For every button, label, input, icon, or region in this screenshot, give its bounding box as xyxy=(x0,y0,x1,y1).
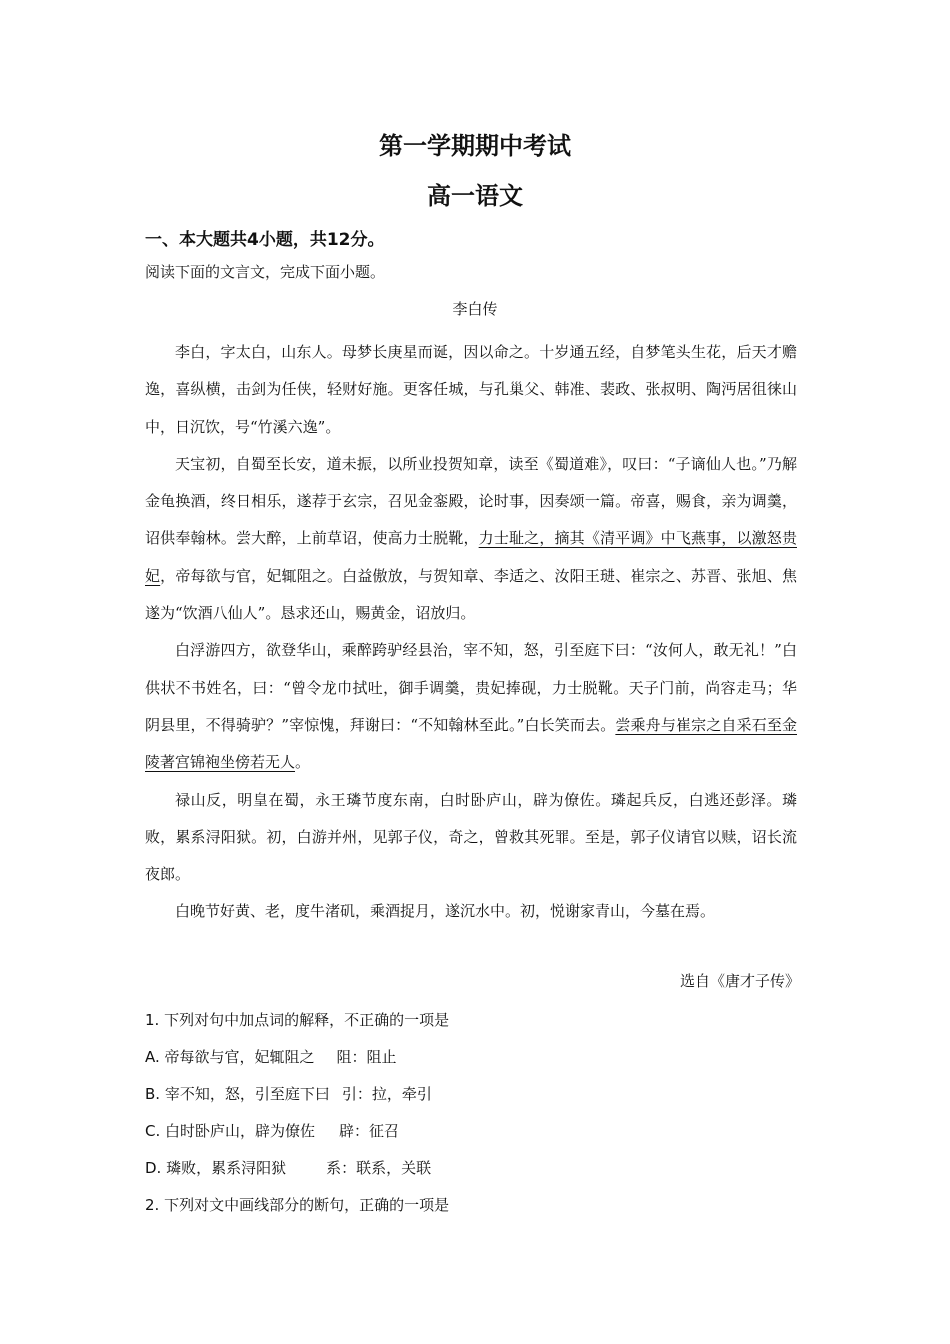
passage-body xyxy=(145,334,797,931)
option-text: C. 白时卧庐山，辟为僚佐 xyxy=(145,1122,316,1140)
passage-paragraph xyxy=(145,782,797,894)
option-text: A. 帝每欲与官，妃辄阻之 xyxy=(145,1048,315,1066)
passage-paragraph xyxy=(145,632,797,781)
option-c xyxy=(145,1120,399,1141)
option-a xyxy=(145,1046,397,1067)
paragraph-text: ，帝每欲与官，妃辄阻之。白益傲放，与贺知章、李适之、汝阳王琎、崔宗之、苏晋、张旭、焦遂为“饮酒八仙人”。恳求还山，赐黄金，诏放归。 xyxy=(145,566,797,623)
passage-title: 李白传 xyxy=(452,300,498,318)
paragraph-text: 天宝初，自蜀至长安，道未振，以所业投贺知章，读至《蜀道难》，叹曰：“子谪仙人也。”乃解金龟换酒，终日相乐，遂荐于玄宗，召见金銮殿，论时事，因奏颂一篇。帝喜，赐食，亲为调羹，诏供奉翰林。尝大醉，上前草诏，使高力士脱靴， xyxy=(145,454,797,548)
paragraph-text: 。 xyxy=(295,753,311,772)
paragraph-text: 李白，字太白，山东人。母梦长庚星而诞，因以命之。十岁通五经，自梦笔头生花，后天才赡逸，喜纵横，击剑为任侠，轻财好施。更客任城，与孔巢父、韩准、裴政、张叔明、陶沔居徂徕山中，日沉饮，号“竹溪六逸”。 xyxy=(145,343,797,436)
section-heading: 一、本大题共4小题，共12分。 xyxy=(145,230,385,250)
exam-subject: 高一语文 xyxy=(427,182,523,210)
question-2: 2. 下列对文中画线部分的断句，正确的一项是 xyxy=(145,1196,450,1214)
passage-paragraph xyxy=(145,893,797,930)
paragraph-text: 白浮游四方，欲登华山，乘醉跨驴经县治，宰不知，怒，引至庭下曰：“汝何人，敢无礼！”白供状不书姓名，曰：“曾令龙巾拭吐，御手调羹，贵妃捧砚，力士脱靴。天子门前，尚容走马；华阴县里，不得骑驴？”宰惊愧，拜谢曰：“不知翰林至此。”白长笑而去。 xyxy=(145,641,797,734)
passage-paragraph xyxy=(145,446,797,632)
passage-source: 选自《唐才子传》 xyxy=(679,972,800,990)
paragraph-text: 白晚节好黄、老，度牛渚矶，乘酒捉月，遂沉水中。初，悦谢家青山，今墓在焉。 xyxy=(175,902,716,921)
option-d xyxy=(145,1157,431,1178)
underlined-sentence: 力士耻之，摘其《清平调》中飞燕事，以激怒贵妃 xyxy=(145,529,797,585)
option-b xyxy=(145,1083,432,1104)
exam-title: 第一学期期中考试 xyxy=(379,132,571,160)
option-gloss: 系：联系，关联 xyxy=(326,1159,432,1177)
option-text: D. 璘败，累系浔阳狱 xyxy=(145,1159,287,1177)
option-gloss: 引：拉，牵引 xyxy=(341,1085,432,1103)
paragraph-text: 禄山反，明皇在蜀，永王璘节度东南，白时卧庐山，辟为僚佐。璘起兵反，白逃还彭泽。璘败，累系浔阳狱。初，白游并州，见郭子仪，奇之，曾救其死罪。至是，郭子仪请官以赎，诏长流夜郎。 xyxy=(145,790,797,884)
section-instruction: 阅读下面的文言文，完成下面小题。 xyxy=(145,263,386,281)
option-gloss: 辟：征召 xyxy=(339,1122,400,1140)
question-1: 1. 下列对句中加点词的解释，不正确的一项是 xyxy=(145,1011,450,1029)
option-gloss: 阻：阻止 xyxy=(336,1048,397,1066)
option-text: B. 宰不知，怒，引至庭下曰 xyxy=(145,1085,330,1103)
passage-paragraph xyxy=(145,334,797,446)
underlined-sentence: 尝乘舟与崔宗之自采石至金陵著宫锦袍坐傍若无人 xyxy=(145,715,797,772)
